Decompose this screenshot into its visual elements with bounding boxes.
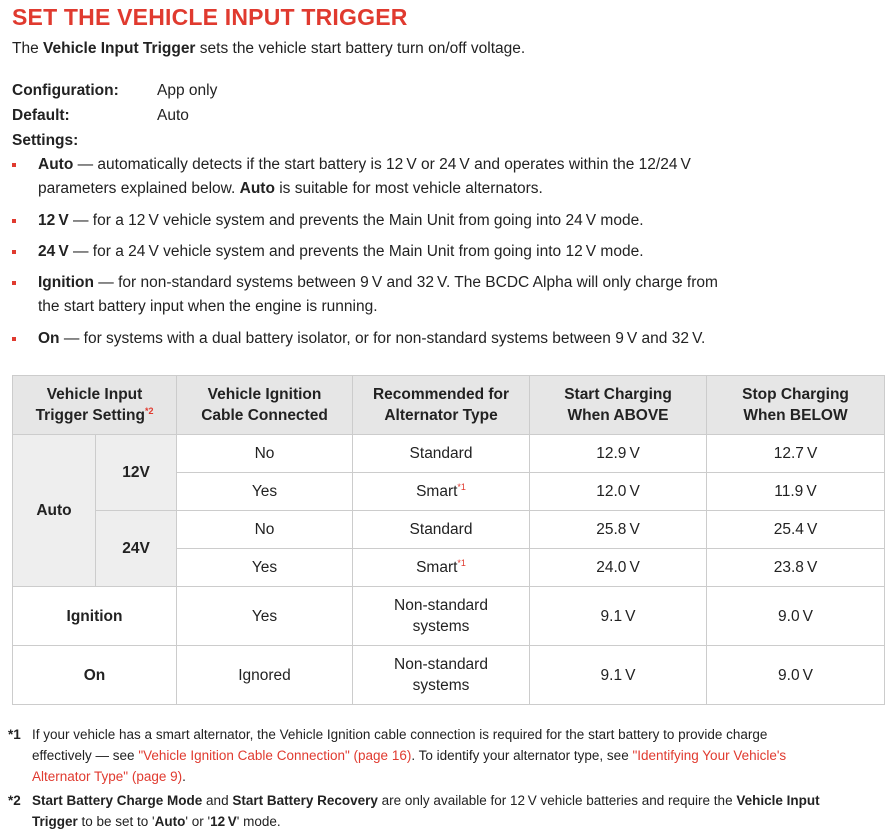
bullet-square (12, 219, 16, 223)
footnote-1: *1 If your vehicle has a smart alternator, the Vehicle Ignition cable connection is required for the start battery to provide charge effectively — see "Vehicle Ignition Cable Connection" (page 16). To identify your alternator type, see "Identifying Your Vehicle's Alternator Type" (page 9). (8, 724, 880, 787)
stop-voltage-cell: 12.7 V (707, 435, 885, 473)
setting-item-ignition: Ignition — for non-standard systems between 9 V and 32 V. The BCDC Alpha will only charge from the start battery input when the engine is running. (12, 271, 882, 319)
start-voltage-cell: 12.9 V (530, 435, 707, 473)
start-voltage-cell: 9.1 V (530, 646, 707, 705)
start-voltage-cell: 24.0 V (530, 549, 707, 587)
on-label-cell: On (13, 646, 177, 705)
default-label: Default: (12, 107, 70, 124)
cable-cell: Yes (177, 549, 353, 587)
start-voltage-cell: 12.0 V (530, 473, 707, 511)
header-stop-charging: Stop Charging When BELOW (707, 376, 885, 435)
configuration-label: Configuration: (12, 82, 119, 99)
table-row-ignition (13, 587, 885, 646)
table-row (13, 511, 885, 549)
header-alternator-type: Recommended for Alternator Type (353, 376, 530, 435)
footnote-ref: *2 (144, 405, 154, 416)
start-voltage-cell: 9.1 V (530, 587, 707, 646)
stop-voltage-cell: 9.0 V (707, 646, 885, 705)
header-trigger-setting: Vehicle Input Trigger Setting$^{*2}$ (13, 376, 177, 435)
footnote-ref: *1 (457, 481, 466, 492)
footnote-marker: *1 (8, 727, 21, 742)
header-start-charging: Start Charging When ABOVE (530, 376, 707, 435)
start-voltage-cell: 25.8 V (530, 511, 707, 549)
link-identifying-alternator[interactable]: "Identifying Your Vehicle's (632, 748, 787, 763)
alternator-cell: Non-standard systems (353, 646, 530, 705)
configuration-value: App only (157, 82, 218, 99)
table-header-row (13, 376, 885, 435)
setting-item-24v: 24 V — for a 24 V vehicle system and prevents the Main Unit from going into 12 V mode. (12, 240, 882, 264)
ignition-label-cell: Ignition (13, 587, 177, 646)
cable-cell: Yes (177, 587, 353, 646)
alternator-cell: Standard (353, 435, 530, 473)
bullet-square (12, 250, 16, 254)
intro-text: The Vehicle Input Trigger sets the vehicle start battery turn on/off voltage. (12, 40, 526, 57)
config-row (12, 82, 217, 100)
header-ignition-cable: Vehicle Ignition Cable Connected (177, 376, 353, 435)
default-row (12, 107, 189, 125)
trigger-settings-table (12, 375, 885, 705)
alternator-cell: Smart$^{*1}$ (353, 473, 530, 511)
setting-item-on: On — for systems with a dual battery isolator, or for non-standard systems between 9 V and 32 V. (12, 327, 882, 351)
setting-item-12v: 12 V — for a 12 V vehicle system and prevents the Main Unit from going into 24 V mode. (12, 209, 882, 233)
footnote-2: *2 Start Battery Charge Mode and Start Battery Recovery are only available for 12 V vehicle batteries and require the Vehicle Input Trigger to be set to 'Auto' or '12 V' mode. (8, 790, 880, 832)
bullet-square (12, 163, 16, 167)
alternator-cell: Smart$^{*1}$ (353, 549, 530, 587)
intro-term: Vehicle Input Trigger (43, 40, 196, 57)
stop-voltage-cell: 9.0 V (707, 587, 885, 646)
default-value: Auto (157, 107, 189, 124)
setting-item-auto: Auto — automatically detects if the start battery is 12 V or 24 V and operates within the 12/24 V parameters explained below. Auto is suitable for most vehicle alternators. (12, 153, 882, 201)
bullet-square (12, 337, 16, 341)
stop-voltage-cell: 25.4 V (707, 511, 885, 549)
cable-cell: Ignored (177, 646, 353, 705)
alternator-cell: Non-standard systems (353, 587, 530, 646)
cable-cell: No (177, 435, 353, 473)
link-vehicle-ignition-cable[interactable]: "Vehicle Ignition Cable Connection" (page 16) (138, 748, 412, 763)
footnote-ref: *1 (457, 557, 466, 568)
cable-cell: No (177, 511, 353, 549)
link-identifying-alternator-cont[interactable]: Alternator Type" (page 9) (32, 769, 183, 784)
settings-heading: Settings: (12, 132, 79, 149)
voltage-24v-cell: 24V (96, 511, 177, 587)
section-title: SET THE VEHICLE INPUT TRIGGER (12, 4, 408, 30)
voltage-12v-cell: 12V (96, 435, 177, 511)
bullet-square (12, 281, 16, 285)
stop-voltage-cell: 23.8 V (707, 549, 885, 587)
cable-cell: Yes (177, 473, 353, 511)
stop-voltage-cell: 11.9 V (707, 473, 885, 511)
table-row (13, 435, 885, 473)
footnote-marker: *2 (8, 793, 21, 808)
alternator-cell: Standard (353, 511, 530, 549)
auto-group-cell: Auto (13, 435, 96, 587)
table-row-on (13, 646, 885, 705)
